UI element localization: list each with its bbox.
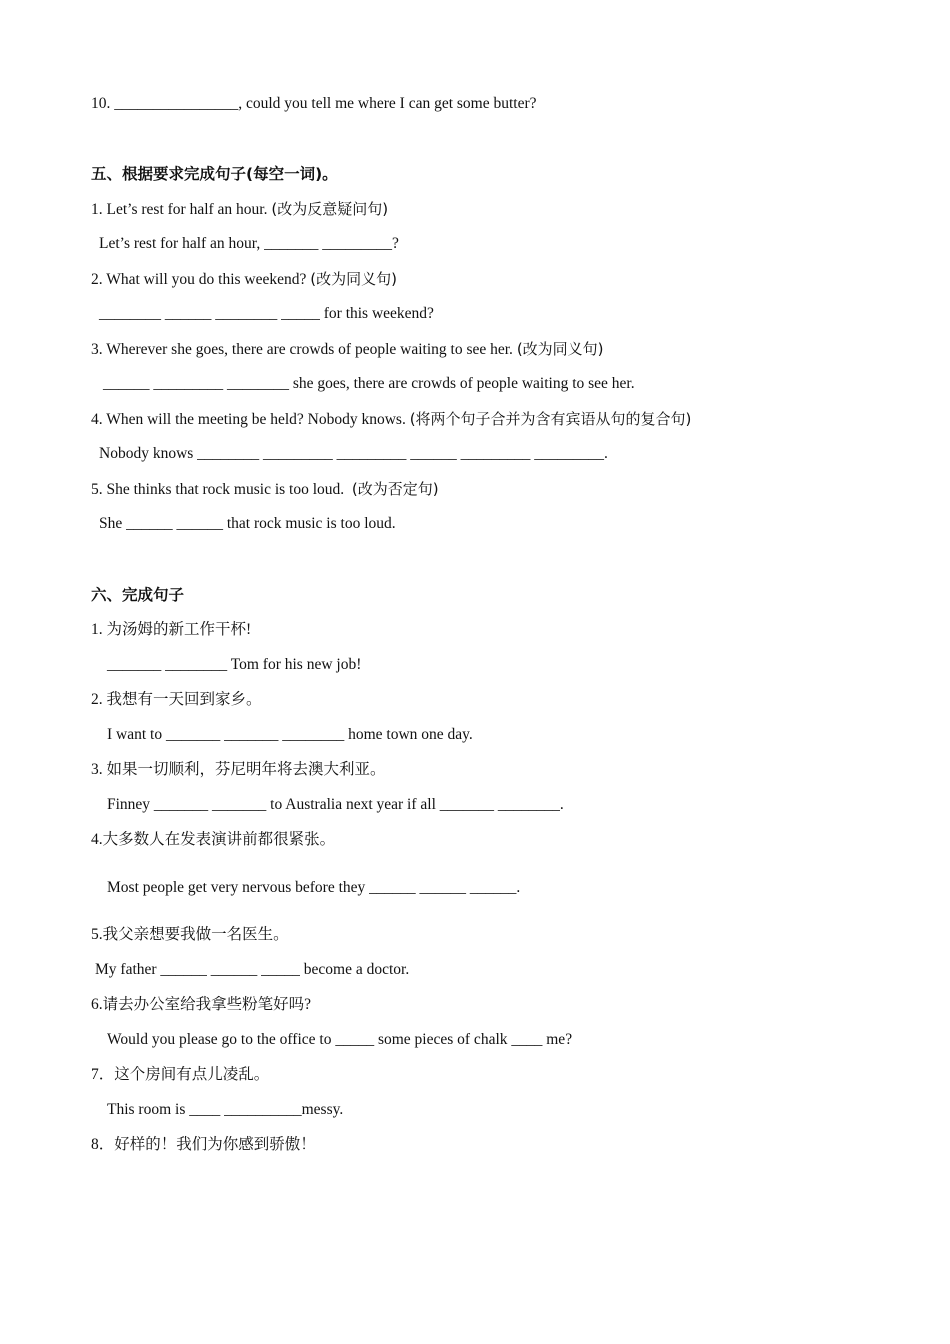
- s6-question-8: 8．好样的！我们为你感到骄傲！: [91, 1136, 316, 1153]
- s5-answer-3: ______ _________ ________ she goes, there are crowds of people waiting to see her.: [103, 375, 635, 392]
- s6-answer-2: I want to _______ _______ ________ home town one day.: [107, 726, 473, 743]
- s6-question-1: 1. 为汤姆的新工作干杯!: [91, 621, 252, 638]
- s6-question-7: 7．这个房间有点儿凌乱。: [91, 1066, 270, 1083]
- s5-q4-note: (将两个句子合并为含有宾语从句的复合句): [409, 410, 692, 428]
- section-6-heading: 六、完成句子: [91, 586, 185, 604]
- s5-answer-5: She ______ ______ that rock music is too loud.: [99, 515, 396, 532]
- s5-question-3: [91, 339, 604, 360]
- s5-q5-note: (改为否定句): [351, 480, 439, 498]
- s6-answer-6: Would you please go to the office to _____ some pieces of chalk ____ me?: [107, 1031, 573, 1048]
- s5-question-5: [91, 479, 439, 500]
- s6-answer-1: _______ ________ Tom for his new job!: [107, 656, 362, 673]
- s5-q1-text: 1. Let’s rest for half an hour.: [91, 201, 272, 218]
- s5-q4-text: 4. When will the meeting be held? Nobody knows.: [91, 411, 410, 428]
- s5-q2-note: (改为同义句): [310, 270, 397, 288]
- s5-q3-text: 3. Wherever she goes, there are crowds of people waiting to see her.: [91, 341, 517, 358]
- s5-question-2: [91, 269, 397, 290]
- s6-question-6: 6.请去办公室给我拿些粉笔好吗?: [91, 996, 312, 1013]
- s6-answer-3: Finney _______ _______ to Australia next year if all _______ ________.: [107, 796, 564, 813]
- s6-answer-4: Most people get very nervous before they ______ ______ ______.: [107, 879, 521, 896]
- question-10: 10. ________________, could you tell me where I can get some butter?: [91, 95, 537, 112]
- s6-question-5: 5.我父亲想要我做一名医生。: [91, 926, 289, 943]
- s5-q2-text: 2. What will you do this weekend?: [91, 271, 311, 288]
- s5-question-4: [91, 409, 691, 430]
- s6-answer-7: This room is ____ __________messy.: [107, 1101, 344, 1118]
- s5-answer-4: Nobody knows ________ _________ _________ ______ _________ _________.: [99, 445, 608, 462]
- s5-question-1: [91, 199, 388, 220]
- s5-answer-2: ________ ______ ________ _____ for this weekend?: [99, 305, 434, 322]
- s6-answer-5: My father ______ ______ _____ become a doctor.: [95, 961, 410, 978]
- s6-question-2: 2. 我想有一天回到家乡。: [91, 691, 262, 708]
- s5-q5-text: 5. She thinks that rock music is too loud.: [91, 481, 352, 498]
- s6-question-4: 4.大多数人在发表演讲前都很紧张。: [91, 831, 336, 848]
- section-5-heading: 五、根据要求完成句子(每空一词)。: [91, 165, 338, 183]
- s5-q3-note: (改为同义句): [516, 340, 604, 358]
- s5-q1-note: (改为反意疑问句): [271, 200, 389, 218]
- s5-answer-1: Let’s rest for half an hour, _______ _________?: [99, 235, 399, 252]
- s6-question-3: 3. 如果一切顺利，芬尼明年将去澳大利亚。: [91, 761, 386, 778]
